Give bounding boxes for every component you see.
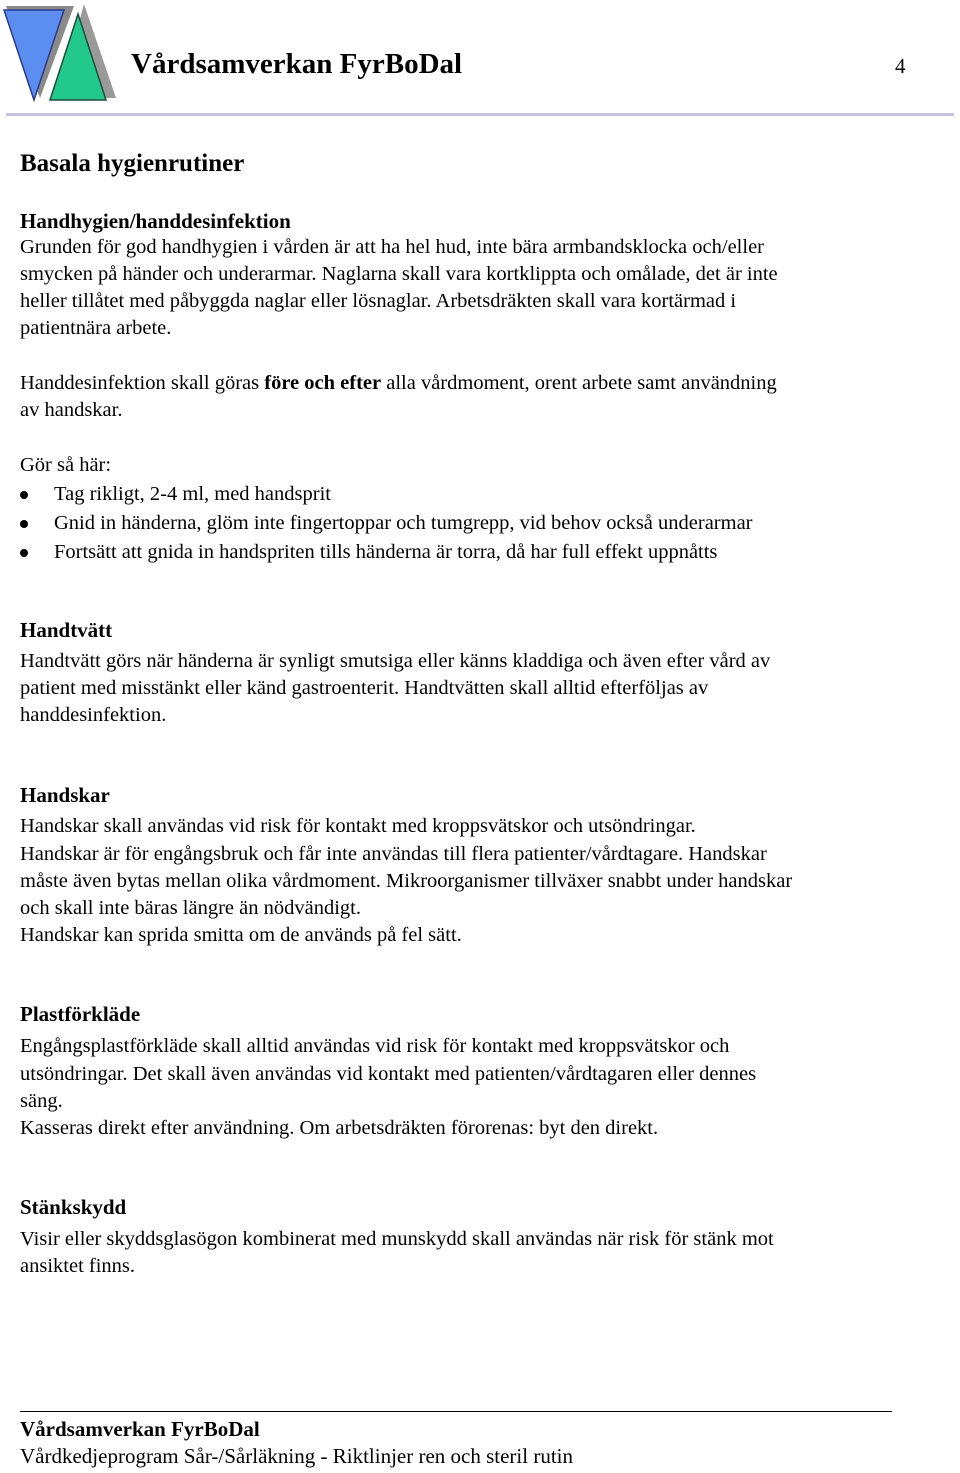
paragraph-line: Engångsplastförkläde skall alltid användas vid risk för kontakt med kroppsvätskor och bbox=[20, 1035, 730, 1057]
hand-disinfection-paragraph bbox=[20, 370, 940, 398]
paragraph-line: Handskar kan sprida smitta om de används på fel sätt. bbox=[20, 924, 462, 946]
paragraph-line: av handskar. bbox=[20, 399, 123, 421]
section-heading-splash: Stänkskydd bbox=[20, 1195, 127, 1219]
list-item-text: Fortsätt att gnida in handspriten tills händerna är torra, då har full effekt uppnåtts bbox=[54, 541, 718, 563]
list-item bbox=[20, 539, 940, 568]
bullet-icon bbox=[20, 549, 28, 557]
paragraph-line: Handskar skall användas vid risk för kontakt med kroppsvätskor och utsöndringar. bbox=[20, 815, 696, 837]
paragraph-line: patientnära arbete. bbox=[20, 317, 172, 339]
header-title: Vårdsamverkan FyrBoDal bbox=[131, 48, 463, 80]
text-run: Handdesinfektion skall göras bbox=[20, 372, 265, 394]
bullet-icon bbox=[20, 520, 28, 528]
paragraph-line: Handtvätt görs när händerna är synligt smutsiga eller känns kladdiga och även efter vård av bbox=[20, 650, 771, 672]
list-item bbox=[20, 481, 940, 510]
section-heading-gloves: Handskar bbox=[20, 783, 110, 807]
text-run: alla vårdmoment, orent arbete samt användning bbox=[381, 372, 777, 394]
list-item-text: Tag rikligt, 2-4 ml, med handsprit bbox=[54, 483, 331, 505]
paragraph-line: patient med misstänkt eller känd gastroenterit. Handtvätten skall alltid efterföljas av bbox=[20, 677, 709, 699]
paragraph-line: Handskar är för engångsbruk och får inte användas till flera patienter/vårdtagare. Handskar bbox=[20, 843, 767, 865]
paragraph-line: smycken på händer och underarmar. Naglarna skall vara kortklippta och omålade, det är inte bbox=[20, 263, 778, 285]
paragraph-line: och skall inte bäras längre än nödvändigt. bbox=[20, 897, 361, 919]
fyrbodal-logo bbox=[2, 2, 118, 104]
paragraph-line: heller tillåtet med påbyggda naglar eller lösnaglar. Arbetsdräkten skall vara kortärmad i bbox=[20, 290, 737, 312]
section-heading-apron: Plastförkläde bbox=[20, 1002, 141, 1026]
paragraph-line: Grunden för god handhygien i vården är att ha hel hud, inte bära armbandsklocka och/eller bbox=[20, 236, 764, 258]
howto-list bbox=[20, 481, 940, 568]
paragraph-line: måste även bytas mellan olika vårdmoment. Mikroorganismer tillväxer snabbt under handskar bbox=[20, 870, 793, 892]
paragraph-line: säng. bbox=[20, 1090, 63, 1112]
paragraph-line: ansiktet finns. bbox=[20, 1255, 136, 1277]
bullet-icon bbox=[20, 491, 28, 499]
section-heading-hand-hygiene: Handhygien/handdesinfektion bbox=[20, 209, 291, 233]
list-item bbox=[20, 510, 940, 539]
section-heading-handwash: Handtvätt bbox=[20, 618, 113, 642]
howto-label: Gör så här: bbox=[20, 454, 112, 476]
document-title: Basala hygienrutiner bbox=[20, 150, 245, 177]
footer-divider bbox=[20, 1411, 892, 1412]
header-divider bbox=[6, 113, 954, 116]
list-item-text: Gnid in händerna, glöm inte fingertoppar och tumgrepp, vid behov också underarmar bbox=[54, 512, 753, 534]
paragraph-line: Visir eller skyddsglasögon kombinerat med munskydd skall användas när risk för stänk mot bbox=[20, 1228, 774, 1250]
paragraph-line: handdesinfektion. bbox=[20, 704, 167, 726]
paragraph-line: Kasseras direkt efter användning. Om arbetsdräkten förorenas: byt den direkt. bbox=[20, 1117, 659, 1139]
footer-org: Vårdsamverkan FyrBoDal bbox=[20, 1417, 260, 1441]
footer-program: Vårdkedjeprogram Sår-/Sårläkning - Riktlinjer ren och steril rutin bbox=[20, 1444, 574, 1468]
paragraph-line: utsöndringar. Det skall även användas vid kontakt med patienten/vårdtagaren eller dennes bbox=[20, 1063, 757, 1085]
emphasis-text: före och efter bbox=[264, 372, 382, 394]
page-number: 4 bbox=[895, 54, 906, 78]
